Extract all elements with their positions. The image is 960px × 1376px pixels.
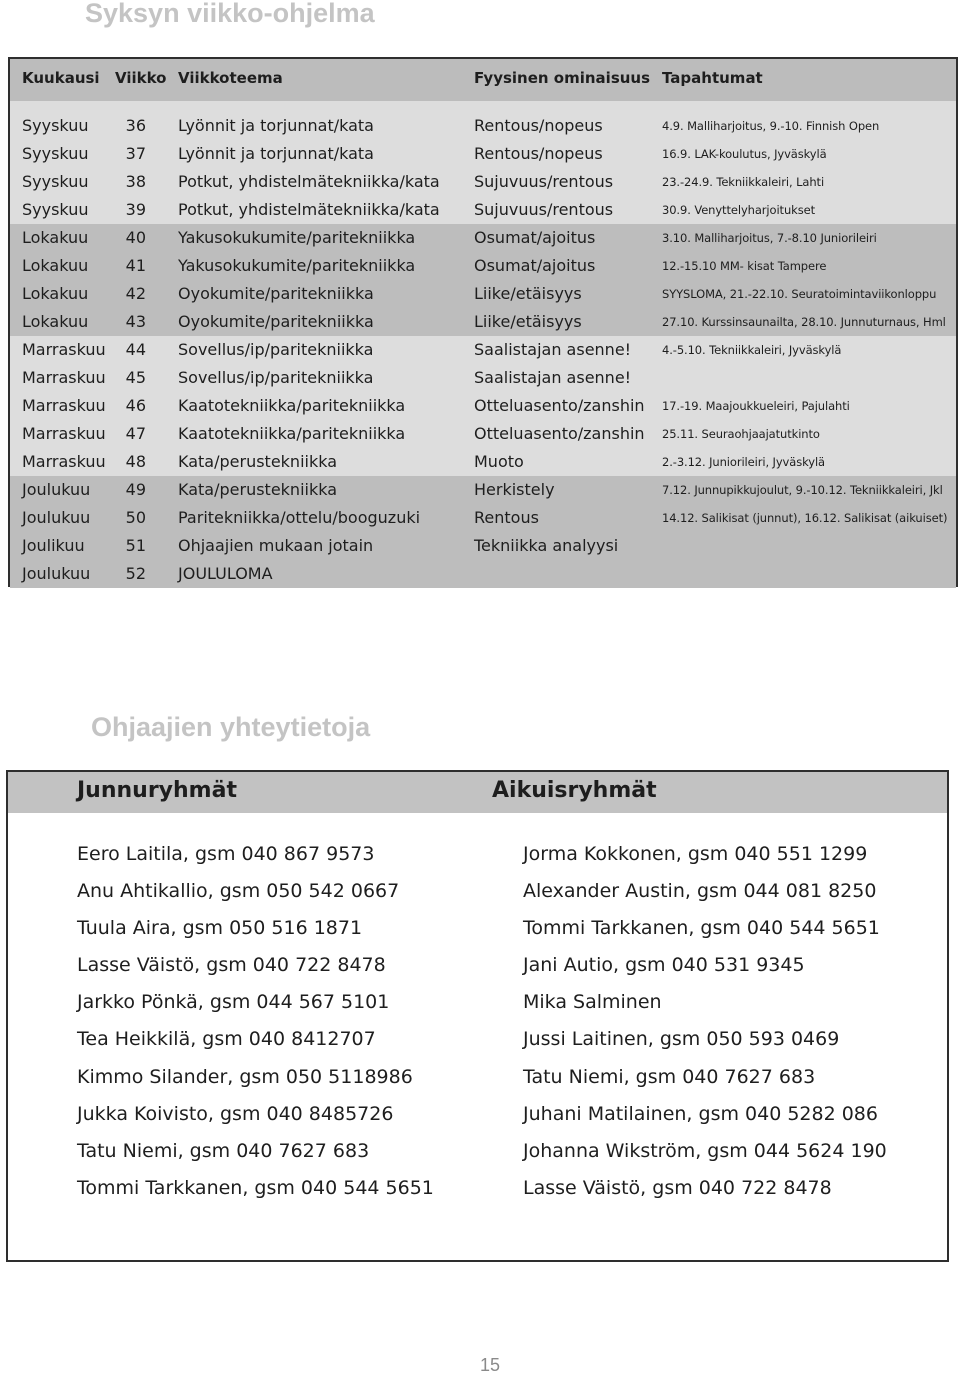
header-junior-groups: Junnuryhmät bbox=[77, 778, 237, 803]
schedule-table bbox=[8, 57, 958, 587]
row-theme: Kaatotekniikka/paritekniikka bbox=[178, 396, 406, 415]
row-theme: Kata/perustekniikka bbox=[178, 452, 338, 471]
contact-item: Jukka Koivisto, gsm 040 8485726 bbox=[77, 1102, 394, 1125]
row-week: 48 bbox=[125, 452, 146, 471]
row-physical: Rentous/nopeus bbox=[474, 144, 603, 163]
schedule-row bbox=[10, 196, 956, 224]
row-physical: Osumat/ajoitus bbox=[474, 228, 596, 247]
row-week: 41 bbox=[125, 256, 146, 275]
row-physical: Sujuvuus/rentous bbox=[474, 200, 614, 219]
header-adult-groups: Aikuisryhmät bbox=[492, 778, 657, 803]
row-theme: Oyokumite/paritekniikka bbox=[178, 312, 374, 331]
header-events: Tapahtumat bbox=[662, 69, 763, 87]
schedule-row bbox=[10, 420, 956, 448]
row-month: Syyskuu bbox=[22, 172, 89, 191]
row-event: 7.12. Junnupikkujoulut, 9.-10.12. Tekniikkaleiri, Jkl bbox=[662, 483, 943, 497]
contact-item: Tommi Tarkkanen, gsm 040 544 5651 bbox=[77, 1176, 434, 1199]
contact-item: Eero Laitila, gsm 040 867 9573 bbox=[77, 843, 375, 865]
row-event: 17.-19. Maajoukkueleiri, Pajulahti bbox=[662, 399, 850, 413]
row-week: 51 bbox=[125, 536, 146, 555]
row-physical: Saalistajan asenne! bbox=[474, 368, 632, 387]
row-physical: Liike/etäisyys bbox=[474, 312, 582, 331]
row-month: Lokakuu bbox=[22, 312, 89, 331]
row-event: 14.12. Salikisat (junnut), 16.12. Salikisat (aikuiset) bbox=[662, 511, 948, 525]
row-month: Joulukuu bbox=[22, 564, 91, 583]
contact-item: Johanna Wikström, gsm 044 5624 190 bbox=[523, 1139, 887, 1162]
header-physical: Fyysinen ominaisuus bbox=[474, 69, 651, 87]
row-month: Lokakuu bbox=[22, 228, 89, 247]
row-event: 27.10. Kurssinsaunailta, 28.10. Junnuturnaus, Hml bbox=[662, 315, 946, 329]
row-theme: Kaatotekniikka/paritekniikka bbox=[178, 424, 406, 443]
row-week: 43 bbox=[125, 312, 146, 331]
header-month: Kuukausi bbox=[22, 69, 100, 87]
contact-item: Tuula Aira, gsm 050 516 1871 bbox=[77, 917, 363, 940]
row-event: 30.9. Venyttelyharjoitukset bbox=[662, 203, 815, 217]
contact-item: Tatu Niemi, gsm 040 7627 683 bbox=[77, 1139, 370, 1162]
schedule-header-row bbox=[10, 59, 956, 101]
row-week: 38 bbox=[125, 172, 146, 191]
row-theme: Yakusokukumite/paritekniikka bbox=[178, 256, 416, 275]
schedule-row bbox=[10, 476, 956, 504]
row-month: Joulukuu bbox=[22, 508, 91, 527]
row-month: Syyskuu bbox=[22, 116, 89, 135]
header-week: Viikko bbox=[115, 69, 167, 87]
row-theme: Ohjaajien mukaan jotain bbox=[178, 536, 374, 555]
row-event: 4.-5.10. Tekniikkaleiri, Jyväskylä bbox=[662, 343, 842, 357]
row-event: 16.9. LAK-koulutus, Jyväskylä bbox=[662, 147, 827, 161]
contact-item: Jarkko Pönkä, gsm 044 567 5101 bbox=[77, 991, 390, 1014]
row-theme: Paritekniikka/ottelu/booguzuki bbox=[178, 508, 421, 527]
contact-item: Alexander Austin, gsm 044 081 8250 bbox=[523, 880, 877, 903]
row-month: Marraskuu bbox=[22, 368, 106, 387]
schedule-row bbox=[10, 112, 956, 140]
row-physical: Tekniikka analyysi bbox=[474, 536, 619, 555]
row-event: 3.10. Malliharjoitus, 7.-8.10 Juniorileiri bbox=[662, 231, 877, 245]
contact-item: Jorma Kokkonen, gsm 040 551 1299 bbox=[523, 843, 868, 865]
row-month: Marraskuu bbox=[22, 424, 106, 443]
row-week: 45 bbox=[125, 368, 146, 387]
row-theme: Potkut, yhdistelmätekniikka/kata bbox=[178, 200, 440, 219]
schedule-row bbox=[10, 560, 956, 588]
schedule-row bbox=[10, 364, 956, 392]
row-event: 23.-24.9. Tekniikkaleiri, Lahti bbox=[662, 175, 825, 189]
row-month: Syyskuu bbox=[22, 200, 89, 219]
row-week: 44 bbox=[125, 340, 146, 359]
row-week: 46 bbox=[125, 396, 146, 415]
contact-item: Anu Ahtikallio, gsm 050 542 0667 bbox=[77, 880, 400, 903]
row-month: Joulukuu bbox=[22, 480, 91, 499]
row-event: SYYSLOMA, 21.-22.10. Seuratoimintaviikonloppu bbox=[662, 287, 937, 301]
row-week: 47 bbox=[125, 424, 146, 443]
contact-item: Tatu Niemi, gsm 040 7627 683 bbox=[523, 1065, 816, 1088]
row-theme: Sovellus/ip/paritekniikka bbox=[178, 340, 374, 359]
schedule-row bbox=[10, 308, 956, 336]
row-physical: Herkistely bbox=[474, 480, 555, 499]
contact-item: Jussi Laitinen, gsm 050 593 0469 bbox=[523, 1028, 840, 1051]
schedule-body bbox=[10, 112, 956, 588]
row-month: Lokakuu bbox=[22, 256, 89, 275]
row-theme: Kata/perustekniikka bbox=[178, 480, 338, 499]
schedule-row bbox=[10, 168, 956, 196]
schedule-title: Syksyn viikko-ohjelma bbox=[85, 0, 375, 28]
row-month: Marraskuu bbox=[22, 340, 106, 359]
row-month: Joulikuu bbox=[22, 536, 85, 555]
contact-item: Jani Autio, gsm 040 531 9345 bbox=[523, 954, 805, 977]
schedule-row bbox=[10, 140, 956, 168]
contacts-title: Ohjaajien yhteytietoja bbox=[91, 712, 371, 742]
row-theme: Lyönnit ja torjunnat/kata bbox=[178, 116, 374, 135]
schedule-row bbox=[10, 280, 956, 308]
row-event: 25.11. Seuraohjaajatutkinto bbox=[662, 427, 820, 441]
row-physical: Liike/etäisyys bbox=[474, 284, 582, 303]
row-physical: Saalistajan asenne! bbox=[474, 340, 632, 359]
contact-item: Kimmo Silander, gsm 050 5118986 bbox=[77, 1065, 413, 1088]
contact-item: Lasse Väistö, gsm 040 722 8478 bbox=[523, 1176, 832, 1199]
row-theme: Lyönnit ja torjunnat/kata bbox=[178, 144, 374, 163]
row-month: Syyskuu bbox=[22, 144, 89, 163]
row-week: 49 bbox=[125, 480, 146, 499]
schedule-row bbox=[10, 336, 956, 364]
row-theme: Oyokumite/paritekniikka bbox=[178, 284, 374, 303]
row-physical: Otteluasento/zanshin bbox=[474, 396, 645, 415]
row-week: 52 bbox=[125, 564, 146, 583]
row-event: 4.9. Malliharjoitus, 9.-10. Finnish Open bbox=[662, 119, 880, 133]
contact-item: Lasse Väistö, gsm 040 722 8478 bbox=[77, 954, 386, 977]
row-physical: Rentous bbox=[474, 508, 539, 527]
row-theme: Potkut, yhdistelmätekniikka/kata bbox=[178, 172, 440, 191]
page-number: 15 bbox=[479, 1355, 501, 1375]
row-theme: JOULULOMA bbox=[178, 564, 273, 583]
header-theme: Viikkoteema bbox=[178, 69, 283, 87]
row-physical: Rentous/nopeus bbox=[474, 116, 603, 135]
row-physical: Otteluasento/zanshin bbox=[474, 424, 645, 443]
row-month: Lokakuu bbox=[22, 284, 89, 303]
junior-contacts-list bbox=[77, 842, 434, 1213]
row-week: 36 bbox=[125, 116, 146, 135]
contacts-header-row bbox=[8, 772, 947, 813]
row-physical: Muoto bbox=[474, 452, 524, 471]
row-physical: Osumat/ajoitus bbox=[474, 256, 596, 275]
contact-item: Tommi Tarkkanen, gsm 040 544 5651 bbox=[523, 917, 880, 940]
schedule-row bbox=[10, 224, 956, 252]
row-week: 50 bbox=[125, 508, 146, 527]
contacts-table bbox=[6, 770, 949, 1262]
contact-item: Tea Heikkilä, gsm 040 8412707 bbox=[77, 1028, 376, 1051]
row-event: 2.-3.12. Juniorileiri, Jyväskylä bbox=[662, 455, 825, 469]
adult-contacts-list bbox=[523, 842, 887, 1213]
row-month: Marraskuu bbox=[22, 452, 106, 471]
row-theme: Yakusokukumite/paritekniikka bbox=[178, 228, 416, 247]
schedule-row bbox=[10, 532, 956, 560]
row-week: 42 bbox=[125, 284, 146, 303]
row-week: 40 bbox=[125, 228, 146, 247]
row-physical: Sujuvuus/rentous bbox=[474, 172, 614, 191]
row-week: 37 bbox=[125, 144, 146, 163]
row-week: 39 bbox=[125, 200, 146, 219]
row-theme: Sovellus/ip/paritekniikka bbox=[178, 368, 374, 387]
row-event: 12.-15.10 MM- kisat Tampere bbox=[662, 259, 827, 273]
contact-item: Juhani Matilainen, gsm 040 5282 086 bbox=[523, 1102, 878, 1125]
schedule-row bbox=[10, 252, 956, 280]
schedule-row bbox=[10, 504, 956, 532]
row-month: Marraskuu bbox=[22, 396, 106, 415]
schedule-row bbox=[10, 392, 956, 420]
contact-item: Mika Salminen bbox=[523, 991, 662, 1014]
schedule-row bbox=[10, 448, 956, 476]
